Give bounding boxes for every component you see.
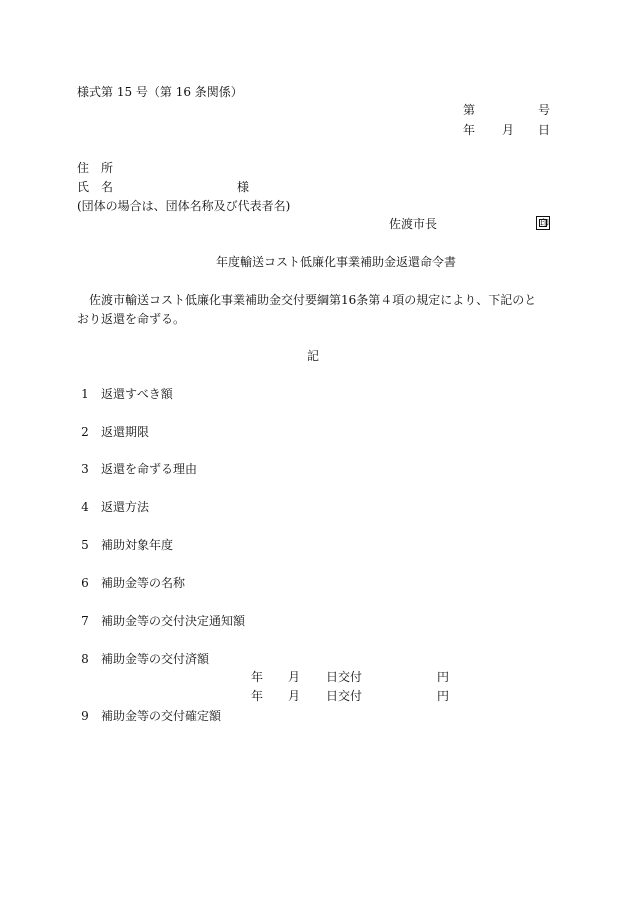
payment-year: 年 [251, 670, 264, 684]
name-label: 氏 名 [77, 180, 114, 194]
item-label: 補助金等の交付確定額 [101, 709, 222, 723]
payment-yen: 円 [437, 689, 450, 703]
item-number: 8 [81, 652, 89, 666]
group-note: (団体の場合は、団体名称及び代表者名) [77, 199, 291, 213]
item-number: 9 [81, 709, 89, 723]
seal-stamp [536, 216, 550, 230]
item-number: 7 [81, 614, 89, 628]
item-label: 補助対象年度 [101, 538, 174, 552]
item-label: 返還方法 [101, 500, 150, 514]
date-month: 月 [502, 123, 515, 137]
payment-month: 月 [288, 670, 301, 684]
form-number: 様式第 15 号（第 16 条関係） [77, 85, 243, 99]
body-line-1: 佐渡市輸送コスト低廉化事業補助金交付要綱第16条第４項の規定により、下記のと [89, 293, 537, 307]
document-title: 年度輸送コスト低廉化事業補助金返還命令書 [216, 255, 457, 269]
item-label: 返還すべき額 [101, 387, 173, 401]
item-label: 補助金等の交付決定通知額 [101, 614, 246, 628]
date-day: 日 [538, 123, 551, 137]
item-number: 2 [81, 425, 89, 439]
payment-day-grant: 日交付 [326, 670, 363, 684]
issuer-title: 佐渡市長 [389, 217, 438, 231]
item-label: 補助金等の名称 [101, 576, 186, 590]
item-number: 3 [81, 462, 89, 476]
item-number: 6 [81, 576, 89, 590]
item-number: 4 [81, 500, 89, 514]
date-year: 年 [463, 123, 476, 137]
item-number: 5 [81, 538, 89, 552]
honorific: 様 [237, 180, 250, 194]
item-label: 返還期限 [101, 425, 150, 439]
seal-mark: 印 [540, 219, 550, 229]
doc-number-prefix: 第 [463, 103, 476, 117]
payment-yen: 円 [437, 670, 450, 684]
payment-day-grant: 日交付 [326, 689, 363, 703]
doc-number-suffix: 号 [538, 103, 551, 117]
item-number: 1 [81, 387, 89, 401]
ki-heading: 記 [307, 349, 320, 363]
address-label: 住 所 [77, 161, 114, 175]
body-line-2: おり返還を命ずる。 [77, 312, 186, 326]
item-label: 補助金等の交付済額 [101, 652, 210, 666]
item-label: 返還を命ずる理由 [101, 462, 198, 476]
payment-year: 年 [251, 689, 264, 703]
payment-month: 月 [288, 689, 301, 703]
